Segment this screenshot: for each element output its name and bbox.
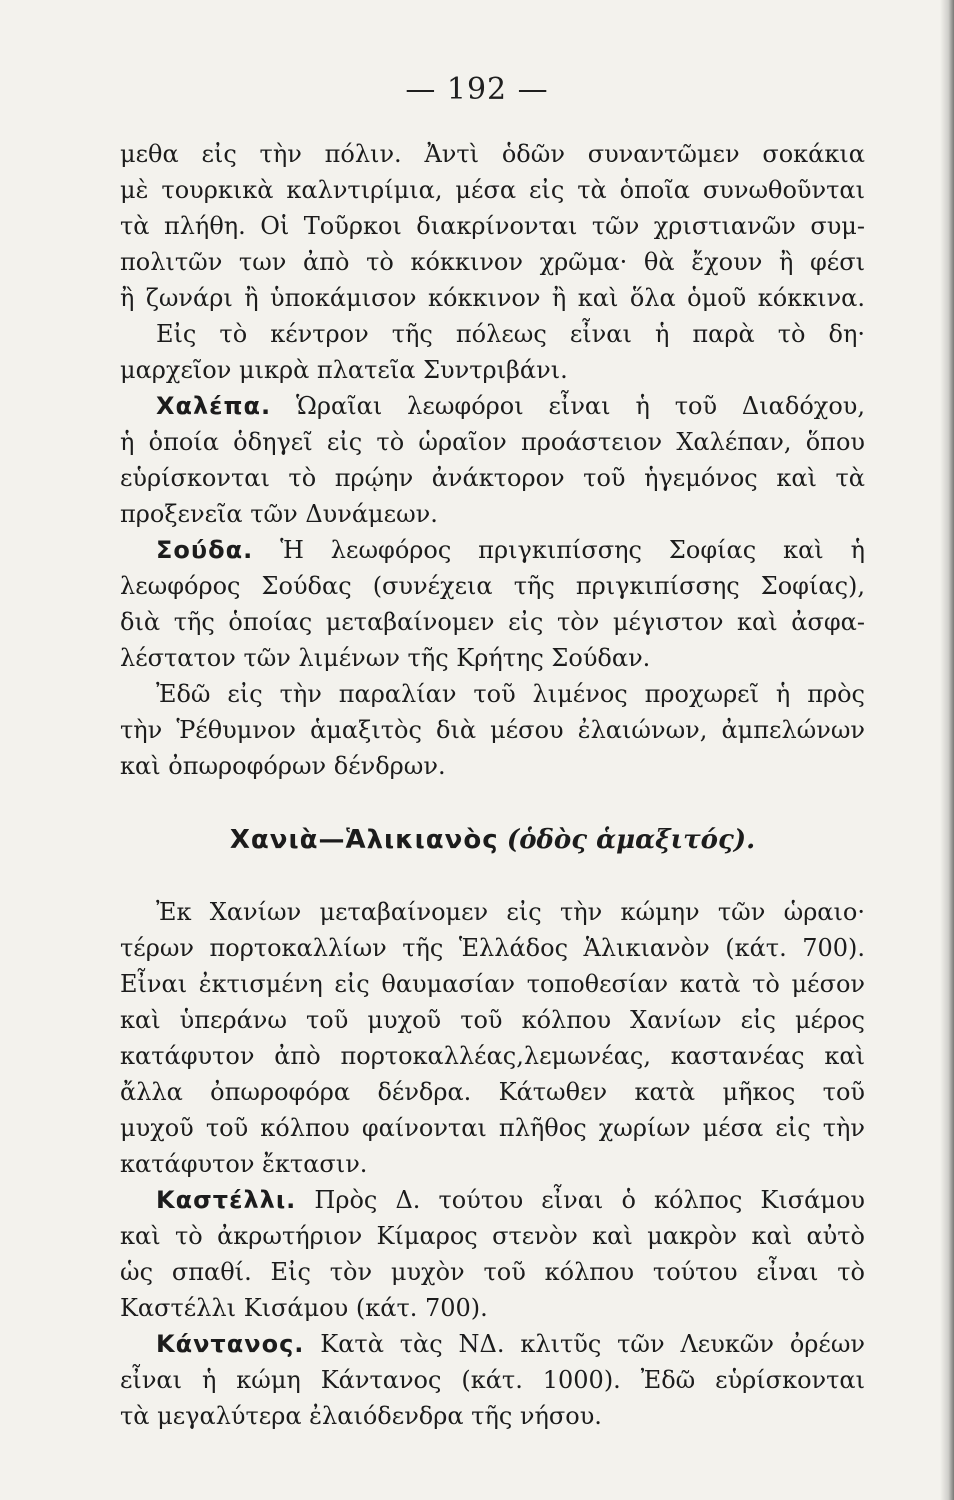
text-line: εὑρίσκονται τὸ πρῴην ἀνάκτορον τοῦ ἡγεμόνος καὶ τὰ xyxy=(120,464,865,492)
text-line: ἄλλα ὀπωροφόρα δένδρα. Κάτωθεν κατὰ μῆκος τοῦ xyxy=(120,1078,865,1106)
text-line: διὰ τῆς ὁποίας μεταβαίνομεν εἰς τὸν μέγιστον καὶ ἀσφα- xyxy=(120,608,865,636)
text-line: Ἐκ Χανίων μεταβαίνομεν εἰς τὴν κώμην τῶν ὡραιο· xyxy=(156,898,865,926)
section-heading xyxy=(120,820,865,860)
text-line: πολιτῶν των ἀπὸ τὸ κόκκινον χρῶμα· θὰ ἔχουν ἢ φέσι xyxy=(120,248,865,276)
text-line: τὰ μεγαλύτερα ἐλαιόδενδρα τῆς νήσου. xyxy=(120,1402,602,1430)
text-line: μεθα εἰς τὴν πόλιν. Ἀντὶ ὁδῶν συναντῶμεν σοκάκια xyxy=(120,140,865,168)
text-line: ὡς σπαθί. Εἰς τὸν μυχὸν τοῦ κόλπου τούτου εἶναι τὸ xyxy=(120,1258,865,1286)
text-line: Καστέλλι Κισάμου (κάτ. 700). xyxy=(120,1294,488,1322)
text-line: λεωφόρος Σούδας (συνέχεια τῆς πριγκιπίσσης Σοφίας), xyxy=(120,572,865,600)
section-heading-title: Χανιὰ—Ἁλικιανὸς xyxy=(229,825,499,855)
text-line: εἶναι ἡ κώμη Κάντανος (κάτ. 1000). Ἐδῶ εὑρίσκονται xyxy=(120,1366,865,1394)
page-edge-shadow xyxy=(940,0,954,1500)
text-line: τέρων πορτοκαλλίων τῆς Ἑλλάδος Ἁλικιανὸν (κάτ. 700). xyxy=(120,934,865,962)
text-line: Εἶναι ἐκτισμένη εἰς θαυμασίαν τοποθεσίαν κατὰ τὸ μέσον xyxy=(120,970,865,998)
text-line: Εἰς τὸ κέντρον τῆς πόλεως εἶναι ἡ παρὰ τὸ δη· xyxy=(156,320,865,348)
text-line: καὶ ὑπεράνω τοῦ μυχοῦ τοῦ κόλπου Χανίων εἰς μέρος xyxy=(120,1006,865,1034)
text-line: κατάφυτον ἔκτασιν. xyxy=(120,1150,368,1178)
text-line: τὴν Ῥέθυμνον ἁμαξιτὸς διὰ μέσου ἐλαιώνων, ἀμπελώνων xyxy=(120,716,865,744)
section-heading-subtitle: (ὁδὸς ἁμαξιτός). xyxy=(506,825,756,855)
text-run: Ἡ λεωφόρος πριγκιπίσσης Σοφίας καὶ ἡ xyxy=(280,536,865,564)
text-line: Ἐδῶ εἰς τὴν παραλίαν τοῦ λιμένος προχωρεῖ ἡ πρὸς xyxy=(156,680,865,708)
place-heading-kantanos: Κάντανος. xyxy=(156,1330,305,1358)
text-line: καὶ τὸ ἀκρωτήριον Κίμαρος στενὸν καὶ μακρὸν καὶ αὐτὸ xyxy=(120,1222,865,1250)
page-number: — 192 — xyxy=(405,72,549,107)
text-line: λέστατον τῶν λιμένων τῆς Κρήτης Σούδαν. xyxy=(120,644,651,672)
paragraph-kantanos-first-line xyxy=(120,1326,865,1362)
text-line: μαρχεῖον μικρὰ πλατεῖα Συντριβάνι. xyxy=(120,356,568,384)
text-line: μυχοῦ τοῦ κόλπου φαίνονται πλῆθος χωρίων μέσα εἰς τὴν xyxy=(120,1114,865,1142)
paragraph-kastelli-first-line xyxy=(120,1182,865,1218)
text-run: Ὡραῖαι λεωφόροι εἶναι ἡ τοῦ Διαδόχου, xyxy=(296,392,865,420)
text-line: τὰ πλήθη. Οἱ Τοῦρκοι διακρίνονται τῶν χριστιανῶν συμ- xyxy=(120,212,865,240)
text-line: προξενεῖα τῶν Δυνάμεων. xyxy=(120,500,438,528)
text-line: ἢ ζωνάρι ἢ ὑποκάμισον κόκκινον ἢ καὶ ὅλα ὁμοῦ κόκκινα. xyxy=(120,284,865,312)
text-line: ἡ ὁποία ὁδηγεῖ εἰς τὸ ὡραῖον προάστειον Χαλέπαν, ὅπου xyxy=(120,428,865,456)
place-heading-chalepa: Χαλέπα. xyxy=(156,392,272,420)
paragraph-chalepa-first-line xyxy=(120,388,865,424)
text-line: κατάφυτον ἀπὸ πορτοκαλλέας,λεμωνέας, καστανέας καὶ xyxy=(120,1042,865,1070)
text-run: Κατὰ τὰς ΝΔ. κλιτῦς τῶν Λευκῶν ὀρέων xyxy=(320,1330,865,1358)
text-run: Πρὸς Δ. τούτου εἶναι ὁ κόλπος Κισάμου xyxy=(314,1186,866,1214)
text-line: μὲ τουρκικὰ καλντιρίμια, μέσα εἰς τὰ ὁποῖα συνωθοῦνται xyxy=(120,176,865,204)
place-heading-souda: Σούδα. xyxy=(156,536,254,564)
text-line: καὶ ὀπωροφόρων δένδρων. xyxy=(120,752,446,780)
paragraph-souda-first-line xyxy=(120,532,865,568)
page-body xyxy=(120,136,865,1434)
place-heading-kastelli: Καστέλλι. xyxy=(156,1186,297,1214)
